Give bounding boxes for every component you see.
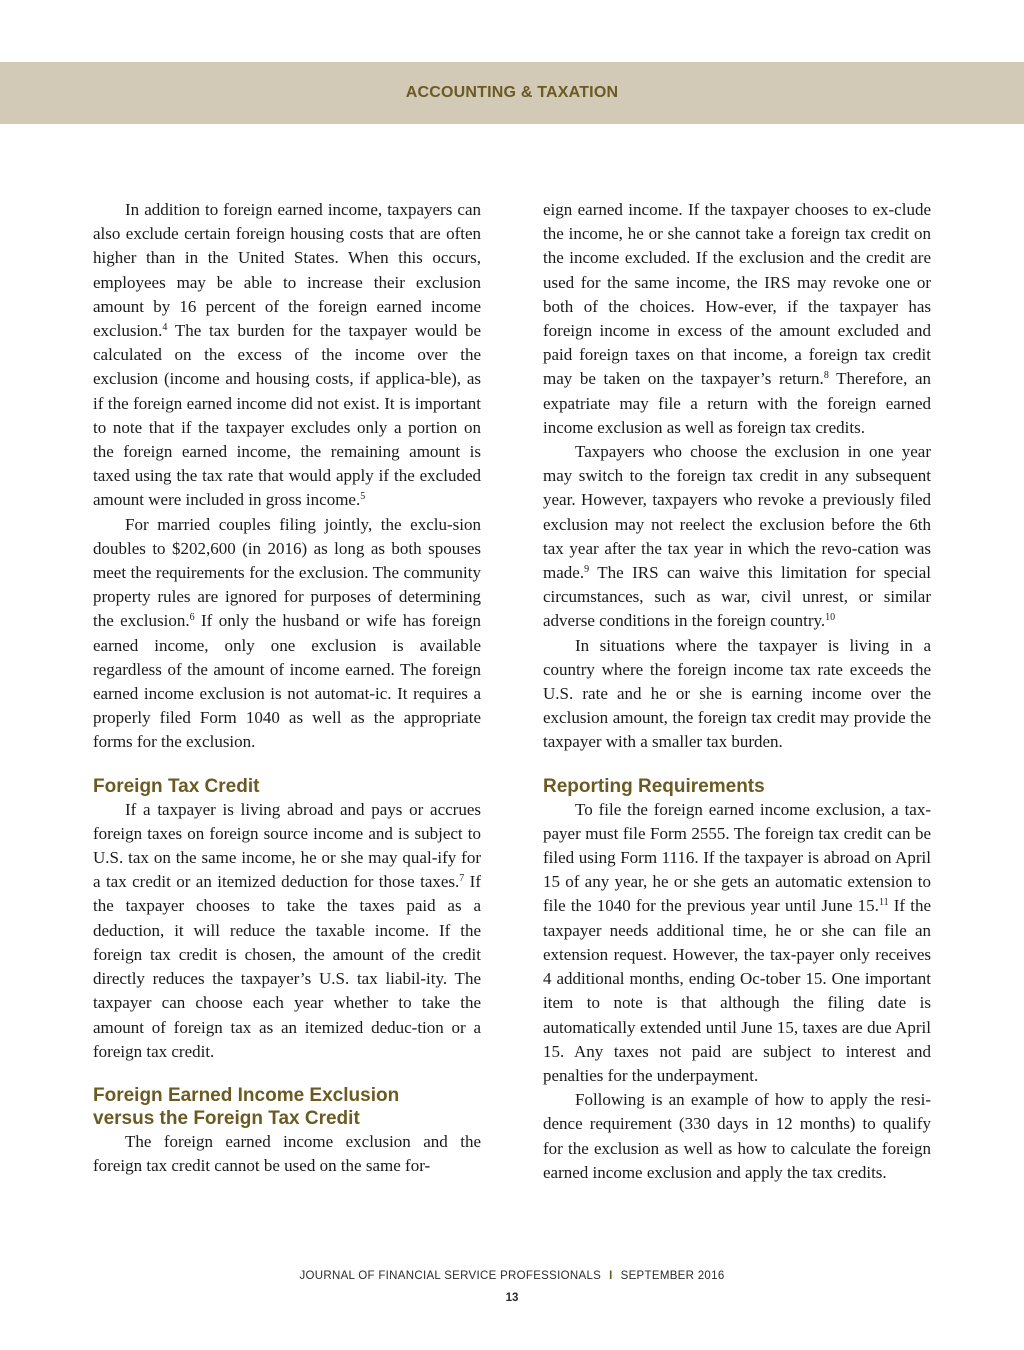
footnote-ref: 5 bbox=[360, 491, 366, 503]
paragraph: For married couples filing jointly, the exclu-sion doubles to $202,600 (in 2016) as long as both spouses meet the requirements for the exclusion. The community property rules are ignored for purposes of determining the exclusion.$^6$ If only the husband or wife has foreign earned income, only one exclusion is available regardless of the amount of income earned. The foreign earned income exclusion is not automat-ic. It requires a properly filed Form 1040 as well as the appropriate forms for the exclusion. bbox=[93, 514, 481, 752]
right-column bbox=[543, 198, 931, 1185]
footnote-ref: 4 bbox=[162, 322, 168, 334]
paragraph: The foreign earned income exclusion and the foreign tax credit cannot be used on the same for- bbox=[93, 1131, 481, 1176]
section-header-band bbox=[0, 62, 1024, 124]
footnote-ref: 7 bbox=[459, 873, 465, 885]
footnote-ref: 6 bbox=[189, 612, 195, 624]
footnote-ref: 10 bbox=[825, 612, 836, 624]
paragraph: If a taxpayer is living abroad and pays or accrues foreign taxes on foreign source income and is subject to U.S. tax on the same income, he or she may qual-ify for a tax credit or an itemized deduction for those taxes.$^7$ If the taxpayer chooses to take the taxes paid as a deduction, it will reduce the taxable income. If the foreign tax credit is chosen, the amount of the credit directly reduces the taxpayer’s U.S. tax liabil-ity. The taxpayer can choose each year whether to take the amount of foreign tax as an itemized deduc-tion or a foreign tax credit. bbox=[93, 799, 482, 1061]
paragraph: In addition to foreign earned income, taxpayers can also exclude certain foreign housing costs that are often higher than in the United States. When this occurs, employees may be able to increase their exclusion amount by 16 percent of the foreign earned income exclusion.$^4$ The tax burden for the taxpayer would be calculated on the excess of the income over the exclusion (income and housing costs, if applica-ble), as if the foreign earned income did not exist. It is important to note that if the taxpayer excludes only a portion on the foreign earned income, the remaining amount is taxed using the tax rate that would apply if the excluded amount were included in gross income.$^5$ bbox=[93, 200, 481, 510]
paragraph: In situations where the taxpayer is living in a country where the foreign income tax rate exceeds the U.S. rate and he or she is earning income over the exclusion amount, the foreign tax credit may provide the taxpayer with a smaller tax burden. bbox=[543, 635, 931, 752]
footer bbox=[0, 1270, 1024, 1282]
paragraph: eign earned income. If the taxpayer chooses to ex-clude the income, he or she cannot take a foreign tax credit on the income excluded. If the exclusion and the credit are used for the same income, the IRS may revoke one or both of the choices. How-ever, if the taxpayer has foreign income in excess of the amount excluded and paid foreign taxes on that income, a foreign tax credit may be taken on the taxpayer’s return.$^8$ Therefore, an expatriate may file a return with the foreign earned income exclusion as well as foreign tax credits. bbox=[543, 200, 931, 437]
section-label: ACCOUNTING & TAXATION bbox=[405, 84, 619, 101]
paragraph: Following is an example of how to apply the resi-dence requirement (330 days in 12 months) to qualify for the exclusion as well as how to calculate the foreign earned income exclusion and apply the tax credits. bbox=[543, 1090, 931, 1182]
section-heading-reporting-requirements: Reporting Requirements bbox=[543, 775, 765, 797]
footnote-ref: 8 bbox=[823, 370, 829, 382]
footnote-ref: 11 bbox=[878, 897, 889, 909]
section-heading-exclusion-vs-credit: Foreign Earned Income Exclusion versus the Foreign Tax Credit bbox=[93, 1084, 400, 1129]
paragraph: Taxpayers who choose the exclusion in one year may switch to the foreign tax credit in any subsequent year. However, taxpayers who revoke a previously filed exclusion may not reelect the exclusion before the 6th tax year after the tax year in which the revo-cation was made.$^9$ The IRS can waive this limitation for special circumstances, such as war, civil unrest, or similar adverse conditions in the foreign country.$^{10}$ bbox=[543, 442, 931, 631]
journal-name: JOURNAL OF FINANCIAL SERVICE PROFESSIONALS bbox=[299, 1270, 602, 1282]
footer-separator: I bbox=[609, 1270, 613, 1282]
page-number: 13 bbox=[505, 1292, 519, 1304]
section-heading-foreign-tax-credit: Foreign Tax Credit bbox=[93, 775, 260, 797]
paragraph: To file the foreign earned income exclusion, a tax-payer must file Form 2555. The foreign tax credit can be filed using Form 1116. If the taxpayer is abroad on April 15 of any year, he or she gets an automatic extension to file the 1040 for the previous year until June 15.11 If the taxpayer needs additional time, he or she can file an extension request. However, the tax-payer only receives 4 additional months, ending Oc-tober 15. One important item to note is that although the filing date is automatically extended until June 15, taxes are due April 15. Any taxes not paid are subject to interest and penalties for the underpayment. bbox=[543, 799, 932, 1085]
left-column bbox=[93, 198, 481, 1178]
issue-date: SEPTEMBER 2016 bbox=[620, 1270, 725, 1282]
footnote-ref: 9 bbox=[584, 564, 590, 576]
